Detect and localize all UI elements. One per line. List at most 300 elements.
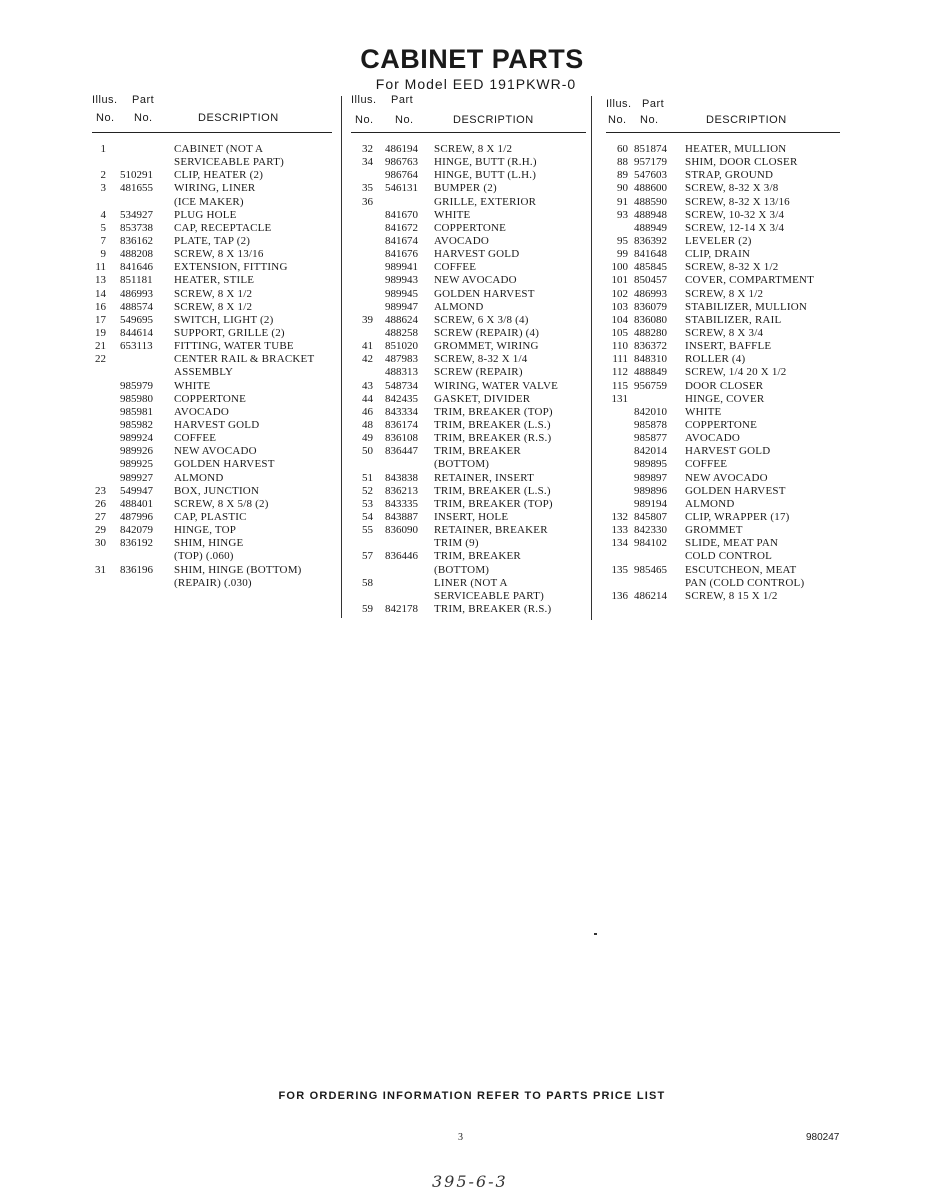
part-number: 842178 [385,602,418,615]
illus-number: 59 [362,602,373,615]
part-number: 851874 [634,143,667,155]
part-number: 488574 [120,300,153,313]
part-number: 989897 [634,471,667,484]
part-number: 986764 [385,169,418,182]
parts-row [92,445,332,458]
parts-row [92,222,332,235]
illus-number: 54 [362,510,373,523]
part-description: WHITE [174,379,211,392]
illus-number: 136 [611,589,628,602]
ordering-note: FOR ORDERING INFORMATION REFER TO PARTS PRICE LIST [278,1090,666,1102]
illus-header-label: Illus. [606,98,632,110]
part-description: GASKET, DIVIDER [434,392,531,405]
parts-row [351,366,586,379]
illus-number: 49 [362,432,373,445]
part-number: 842330 [634,524,667,537]
part-description: CLIP, WRAPPER (17) [685,510,790,523]
parts-row [92,564,332,577]
part-number: 989194 [634,497,667,510]
parts-row [606,550,840,563]
illus-number: 60 [617,143,628,155]
part-description: RETAINER, INSERT [434,471,535,484]
part-description: AVOCADO [434,234,489,247]
part-number: 836080 [634,313,667,326]
parts-row [351,393,586,406]
illus-number: 110 [611,340,628,353]
illus-number: 131 [611,392,628,405]
illus-number: 35 [362,182,373,195]
parts-list [92,143,332,590]
part-description: NEW AVOCADO [174,445,257,458]
parts-row [351,550,586,563]
part-number: 488313 [385,366,418,379]
part-number: 984102 [634,537,667,550]
illus-number: 133 [611,524,628,537]
parts-row [606,380,840,393]
part-description: WIRING, LINER [174,182,256,195]
part-description: PLUG HOLE [174,208,237,221]
parts-row [92,353,332,366]
part-number: 488258 [385,326,418,339]
illus-number: 5 [100,221,106,234]
part-description: SLIDE, MEAT PAN [685,537,779,550]
parts-row [606,432,840,445]
parts-row [351,301,586,314]
part-number: 989896 [634,484,667,497]
part-number: 985980 [120,392,153,405]
part-number: 488624 [385,313,418,326]
part-description: ALMOND [174,471,224,484]
part-number: 486194 [385,143,418,155]
parts-row [351,288,586,301]
description-header: DESCRIPTION [453,114,534,126]
illus-number: 1 [100,143,106,155]
parts-row [92,458,332,471]
illus-number: 99 [617,248,628,261]
description-header: DESCRIPTION [706,114,787,126]
part-description: SCREW, 10-32 X 3/4 [685,208,785,221]
parts-row [351,564,586,577]
parts-row [351,603,586,616]
part-description: COLD CONTROL [685,550,773,563]
part-number: 843334 [385,405,418,418]
illus-number: 9 [100,248,106,261]
parts-row [351,472,586,485]
illus-number: 17 [95,313,106,326]
illus-number: 43 [362,379,373,392]
illus-number: 93 [617,208,628,221]
illus-number: 51 [362,471,373,484]
part-description: SCREW (REPAIR) [434,366,523,379]
illus-number: 19 [95,326,106,339]
parts-row [351,182,586,195]
illus-number: 39 [362,313,373,326]
illus-number: 26 [95,497,106,510]
part-description: CAP, RECEPTACLE [174,221,272,234]
part-number: 836196 [120,563,153,576]
parts-row [606,458,840,471]
parts-column-1 [92,94,332,590]
parts-row [92,274,332,287]
illus-number: 4 [100,208,106,221]
part-description: TRIM, BREAKER [434,445,521,458]
part-number: 842010 [634,405,667,418]
parts-list [606,143,840,603]
part-number: 488401 [120,497,153,510]
column-header [606,94,840,133]
part-description: CLIP, HEATER (2) [174,169,264,182]
parts-row [351,314,586,327]
part-number: 836372 [634,340,667,353]
illus-number: 36 [362,195,373,208]
part-number: 487983 [385,353,418,366]
illus-number: 89 [617,169,628,182]
illus-no-header: No. [355,114,374,126]
illus-number: 104 [611,313,628,326]
illus-number: 42 [362,353,373,366]
parts-row [351,327,586,340]
parts-row [92,380,332,393]
part-number: 549947 [120,484,153,497]
part-number: 488849 [634,366,667,379]
part-description: TRIM, BREAKER (TOP) [434,497,553,510]
part-description: TRIM (9) [434,537,479,550]
parts-row [606,327,840,340]
parts-row [351,577,586,590]
part-number: 842014 [634,445,667,458]
part-number: 486214 [634,589,667,602]
part-number: 485845 [634,261,667,274]
illus-number: 52 [362,484,373,497]
part-description: SCREW, 8 X 13/16 [174,248,264,261]
parts-row [92,511,332,524]
part-number: 848310 [634,353,667,366]
part-description: SCREW, 8 X 1/2 [174,287,253,300]
illus-number: 95 [617,234,628,247]
part-description: AVOCADO [685,432,740,445]
illus-number: 58 [362,576,373,589]
illus-number: 105 [611,326,628,339]
part-description: SERVICEABLE PART) [434,589,544,602]
parts-row [606,288,840,301]
parts-row [92,485,332,498]
part-description: ALMOND [685,497,735,510]
part-description: FITTING, WATER TUBE [174,340,294,353]
parts-row [606,590,840,603]
part-number: 985877 [634,432,667,445]
illus-number: 16 [95,300,106,313]
part-number: 488949 [634,221,667,234]
part-no-header: No. [134,112,153,124]
part-description: SCREW, 8-32 X 13/16 [685,195,790,208]
part-description: HEATER, MULLION [685,143,787,155]
part-number: 850457 [634,274,667,287]
part-description: TRIM, BREAKER [434,550,521,563]
parts-row [351,498,586,511]
part-number: 836192 [120,537,153,550]
part-description: (BOTTOM) [434,563,490,576]
part-number: 548734 [385,379,418,392]
part-number: 486993 [120,287,153,300]
part-description: COPPERTONE [174,392,247,405]
illus-number: 111 [612,353,628,366]
illus-number: 100 [611,261,628,274]
parts-row [606,445,840,458]
part-number: 836213 [385,484,418,497]
part-number: 547603 [634,169,667,182]
illus-number: 27 [95,510,106,523]
part-description: GOLDEN HARVEST [685,484,786,497]
part-description: SCREW, 8 X 3/4 [685,326,764,339]
part-description: SHIM, HINGE (BOTTOM) [174,563,302,576]
parts-row [606,196,840,209]
part-number: 851181 [120,274,153,287]
part-number: 985982 [120,418,153,431]
part-number: 985981 [120,405,153,418]
parts-row [606,235,840,248]
part-description: WIRING, WATER VALVE [434,379,559,392]
part-number: 985979 [120,379,153,392]
parts-row [351,485,586,498]
part-description: GOLDEN HARVEST [434,287,535,300]
part-description: SCREW, 1/4 20 X 1/2 [685,366,787,379]
parts-row [606,393,840,406]
parts-row [606,353,840,366]
part-description: CABINET (NOT A [174,143,264,155]
illus-number: 135 [611,563,628,576]
part-header-label: Part [642,98,665,110]
illus-number: 134 [611,537,628,550]
part-description: SHIM, HINGE [174,537,244,550]
part-number: 653113 [120,340,153,353]
illus-number: 102 [611,287,628,300]
parts-row [92,156,332,169]
parts-row [92,209,332,222]
part-description: SCREW (REPAIR) (4) [434,326,540,339]
part-number: 836108 [385,432,418,445]
parts-row [606,340,840,353]
part-number: 488590 [634,195,667,208]
part-number: 836446 [385,550,418,563]
illus-header-label: Illus. [351,94,377,106]
part-description: SCREW, 8 X 1/2 [434,143,513,155]
illus-number: 32 [362,143,373,155]
column-header [351,94,586,133]
part-description: COPPERTONE [685,418,758,431]
parts-row [606,222,840,235]
part-description: SCREW, 8 X 5/8 (2) [174,497,269,510]
illus-number: 53 [362,497,373,510]
part-description: HARVEST GOLD [174,418,260,431]
part-description: DOOR CLOSER [685,379,764,392]
parts-column-3 [606,94,840,603]
parts-row [92,550,332,563]
part-number: 989927 [120,471,153,484]
part-description: ALMOND [434,300,484,313]
parts-row [351,143,586,156]
parts-row [351,209,586,222]
illus-header-label: Illus. [92,94,118,106]
part-description: EXTENSION, FITTING [174,261,288,274]
part-number: 841672 [385,221,418,234]
part-description: CLIP, DRAIN [685,248,751,261]
parts-row [351,156,586,169]
illus-number: 29 [95,524,106,537]
part-description: STRAP, GROUND [685,169,774,182]
illus-no-header: No. [96,112,115,124]
part-number: 841646 [120,261,153,274]
part-description: SCREW, 8-32 X 3/8 [685,182,779,195]
parts-row [351,524,586,537]
part-number: 985465 [634,563,667,576]
parts-row [351,169,586,182]
illus-number: 112 [611,366,628,379]
part-description: SCREW, 8 X 1/2 [685,287,764,300]
part-description: (BOTTOM) [434,458,490,471]
part-number: 836090 [385,524,418,537]
part-description: (ICE MAKER) [174,195,244,208]
parts-row [92,406,332,419]
part-number: 487996 [120,510,153,523]
parts-row [92,288,332,301]
part-description: ROLLER (4) [685,353,746,366]
part-description: SCREW, 8 X 1/2 [174,300,253,313]
parts-row [606,301,840,314]
part-description: NEW AVOCADO [434,274,517,287]
part-description: PAN (COLD CONTROL) [685,576,805,589]
parts-row [92,524,332,537]
part-number: 488600 [634,182,667,195]
illus-number: 13 [95,274,106,287]
part-number: 845807 [634,510,667,523]
model-subtitle: For Model EED 191PKWR-0 [375,76,577,92]
part-description: HINGE, BUTT (R.H.) [434,156,537,169]
parts-row [606,169,840,182]
parts-row [92,182,332,195]
parts-row [92,366,332,379]
parts-row [351,248,586,261]
parts-row [606,274,840,287]
part-number: 841674 [385,234,418,247]
part-description: COFFEE [174,432,217,445]
part-description: TRIM, BREAKER (L.S.) [434,484,551,497]
illus-number: 50 [362,445,373,458]
part-number: 989941 [385,261,418,274]
page-title: CABINET PARTS [360,44,584,74]
part-description: GROMMET, WIRING [434,340,539,353]
parts-row [606,511,840,524]
part-description: HINGE, COVER [685,392,765,405]
part-number: 841670 [385,208,418,221]
scan-speck [594,933,597,935]
part-description: COFFEE [434,261,477,274]
part-number: 989895 [634,458,667,471]
handwritten-note: 395-6-3 [432,1172,508,1191]
parts-row [92,169,332,182]
part-number: 989943 [385,274,418,287]
parts-row [92,261,332,274]
part-number: 989925 [120,458,153,471]
illus-number: 21 [95,340,106,353]
illus-number: 90 [617,182,628,195]
part-number: 836447 [385,445,418,458]
part-description: SCREW, 6 X 3/8 (4) [434,313,529,326]
part-description: SCREW, 8 15 X 1/2 [685,589,778,602]
parts-row [606,564,840,577]
illus-number: 22 [95,353,106,366]
part-description: ESCUTCHEON, MEAT [685,563,797,576]
part-description: COFFEE [685,458,728,471]
part-number: 836392 [634,234,667,247]
document-number: 980247 [806,1132,840,1143]
part-description: BOX, JUNCTION [174,484,260,497]
parts-row [606,537,840,550]
part-number: 986763 [385,156,418,169]
parts-row [92,432,332,445]
part-number: 957179 [634,156,667,169]
illus-number: 101 [611,274,628,287]
part-description: COPPERTONE [434,221,507,234]
part-description: INSERT, HOLE [434,510,509,523]
parts-row [351,458,586,471]
illus-number: 91 [617,195,628,208]
parts-row [92,248,332,261]
part-description: TRIM, BREAKER (TOP) [434,405,553,418]
illus-number: 48 [362,418,373,431]
part-description: HARVEST GOLD [685,445,771,458]
part-description: CENTER RAIL & BRACKET [174,353,315,366]
part-description: (TOP) (.060) [174,550,234,563]
parts-row [92,327,332,340]
part-description: SHIM, DOOR CLOSER [685,156,798,169]
illus-number: 30 [95,537,106,550]
part-number: 836079 [634,300,667,313]
parts-row [92,340,332,353]
part-number: 989947 [385,300,418,313]
part-number: 843887 [385,510,418,523]
part-description: WHITE [434,208,471,221]
part-no-header: No. [640,114,659,126]
part-number: 842079 [120,524,153,537]
illus-number: 2 [100,169,106,182]
parts-row [351,406,586,419]
parts-row [351,261,586,274]
parts-row [606,143,840,156]
part-number: 546131 [385,182,418,195]
part-number: 486993 [634,287,667,300]
part-description: CAP, PLASTIC [174,510,247,523]
part-description: TRIM, BREAKER (L.S.) [434,418,551,431]
parts-row [351,537,586,550]
part-description: LEVELER (2) [685,234,752,247]
part-number: 836174 [385,418,418,431]
part-description: SUPPORT, GRILLE (2) [174,326,285,339]
parts-row [92,196,332,209]
part-description: AVOCADO [174,405,229,418]
parts-row [351,196,586,209]
parts-row [92,143,332,156]
part-description: GROMMET [685,524,743,537]
illus-number: 103 [611,300,628,313]
part-description: HINGE, BUTT (L.H.) [434,169,537,182]
illus-number: 3 [100,182,106,195]
part-description: BUMPER (2) [434,182,497,195]
part-description: (REPAIR) (.030) [174,576,252,589]
part-number: 534927 [120,208,153,221]
part-description: TRIM, BREAKER (R.S.) [434,432,552,445]
parts-column-2 [351,94,586,616]
part-number: 488208 [120,248,153,261]
